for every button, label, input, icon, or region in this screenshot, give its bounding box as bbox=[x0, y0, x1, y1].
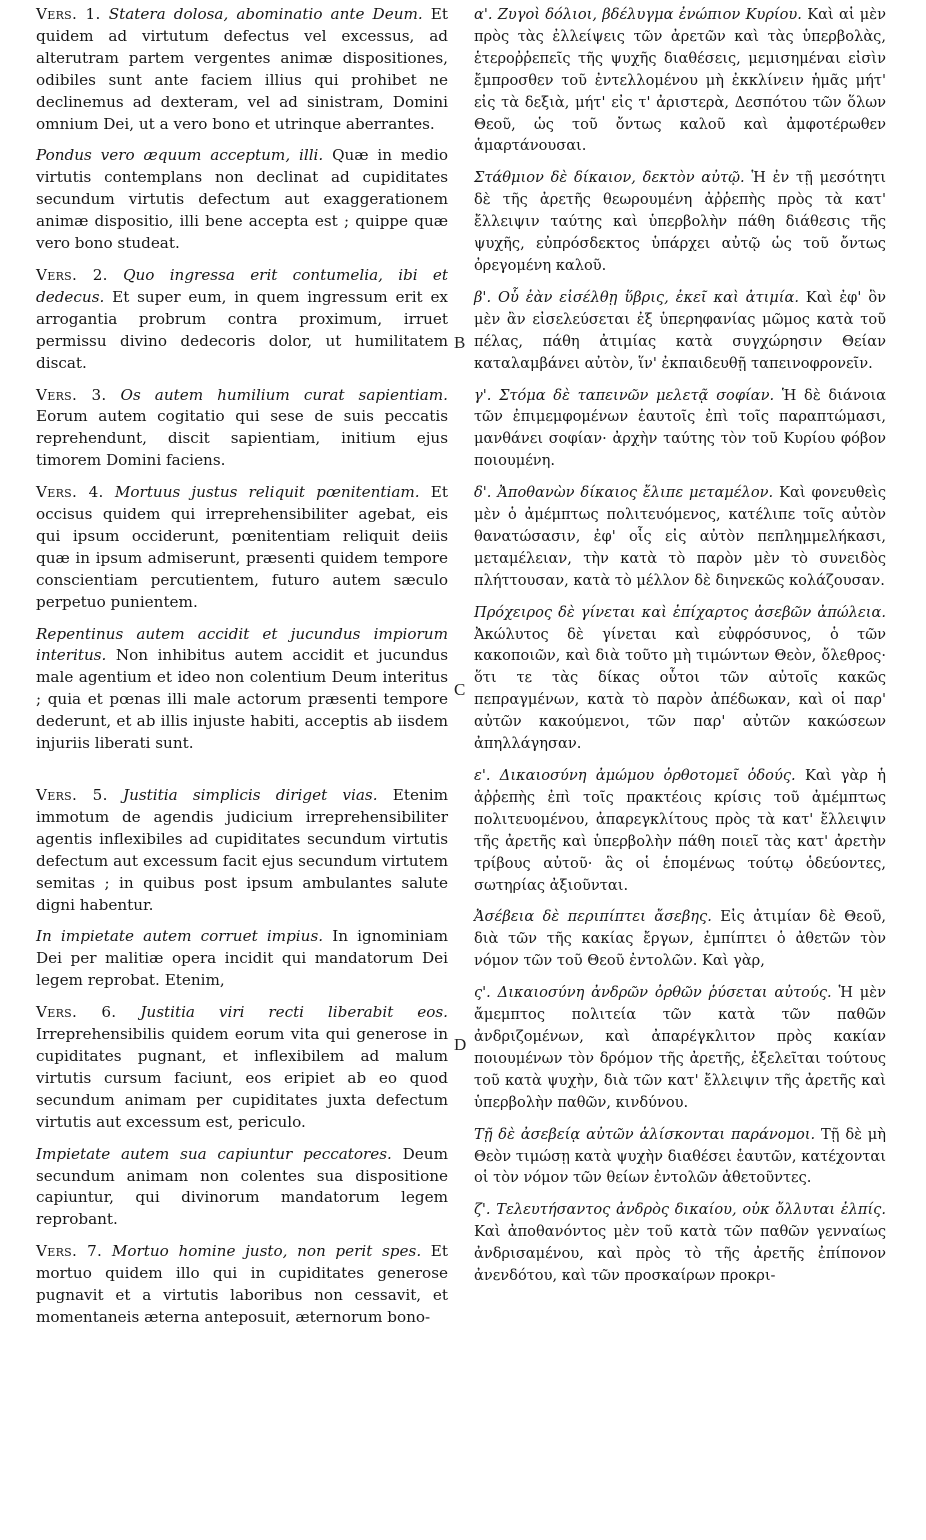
latin-column bbox=[36, 4, 448, 1339]
verse-lemma: Pondus vero æquum acceptum, illi. bbox=[36, 146, 324, 165]
commentary-text: Καὶ γὰρ ἡ ἀῤῥεπὴς ἐπὶ τοῖς πρακτέοις κρίσις τοῦ ἀμέμπτως πολιτευομένου, ἀπαρεγκλίτους πρὸς τὰ κατ' ἔλλειψιν τῆς ἀρετῆς καὶ ὑπερβολὴν πάθη ποιεῖ τὰς κατ' ἀρετὴν τρίβους αὐτοῦ· ἃς οἱ ἑπομένως τούτῳ ὁδεύοντες, σωτηρίας ἀξιοῦνται. bbox=[474, 767, 886, 894]
commentary-text: Ἀκώλυτος δὲ γίνεται καὶ εὐφρόσυνος, ὁ τῶν κακοποιῶν, καὶ διὰ τοῦτο μὴ τιμώντων Θεὸν, ὄλεθρος· ὅτι τε τὰς δίκας οὗτοι τῶν αὐτοῖς κακῶς πεπραγμένων, κατὰ τὸ παρὸν ἀπέδωκαν, καὶ οἱ παρ' αὐτῶν κακούμενοι, τῶν παρ' αὐτῶν κακώσεων ἀπηλλάγησαν. bbox=[474, 625, 886, 753]
margin-marker-b: B bbox=[454, 333, 466, 352]
latin-paragraph bbox=[36, 785, 448, 916]
latin-paragraph bbox=[36, 1144, 448, 1232]
commentary-text: Ἡ δὲ διάνοια τῶν ἐπιμεμφομένων ἑαυτοῖς ἐπὶ τοῖς παραπτώμασι, μανθάνει σοφίαν· ἀρχὴν ταύτης τὸν τοῦ Κυρίου φόβον ποιουμένη. bbox=[474, 386, 886, 470]
verse-lemma: Justitia simplicis diriget vias. bbox=[122, 786, 378, 804]
commentary-text: In ignominiam Dei per malitiæ opera incidit qui mandatorum Dei legem reprobat. Etenim, bbox=[36, 927, 448, 990]
commentary-text: Etenim immotum de agendis judicium irreprehensibiliter agentis inflexibiles ad cupiditates secundum virtutis defectum aut excessum facit ejus secundum virtutem semitas ; in quibus post ipsum ambulantes salute digni habentur. bbox=[36, 786, 448, 914]
greek-paragraph bbox=[474, 385, 886, 473]
verse-number: Vers. 5. bbox=[36, 786, 108, 804]
commentary-text: Τῇ δὲ μὴ Θεὸν τιμώσῃ κατὰ ψυχὴν διαθέσει ἑαυτῶν, κατέχονται οἱ τὸν νόμον τῶν θείων ἐντολῶν ἀθετοῦντες. bbox=[474, 1125, 886, 1187]
verse-lemma: In impietate autem corruet impius. bbox=[36, 927, 324, 946]
verse-number: Vers. 6. bbox=[36, 1003, 117, 1022]
verse-lemma: Πρόχειρος δὲ γίνεται καὶ ἐπίχαρτος ἀσεβῶν ἀπώλεια. bbox=[474, 603, 886, 621]
verse-lemma: Quo ingressa erit contumelia, ibi et dedecus. bbox=[36, 265, 448, 306]
commentary-text: Et quidem ad virtutum defectus vel excessus, ad alterutram partem vergentes animæ dispositiones, odibiles sunt ante faciem illius qui prohibet ne declinemus ad dexteram, vel ad sinistram, Domini omnium Dei, ut a vero bono et utrinque aberrantes. bbox=[36, 5, 448, 133]
verse-number: Vers. 7. bbox=[36, 1242, 103, 1261]
commentary-text: Deum secundum animam non colentes sua dispositione capiuntur, qui divinorum mandatorum legem reprobant. bbox=[36, 1144, 448, 1229]
verse-number: Vers. 3. bbox=[36, 385, 107, 404]
greek-paragraph bbox=[474, 1199, 886, 1287]
verse-lemma: Ἀσέβεια δὲ περιπίπτει ἄσεβης. bbox=[474, 908, 712, 926]
verse-lemma: ε'. Δικαιοσύνη ἀμώμου ὀρθοτομεῖ ὁδούς. bbox=[474, 767, 796, 784]
greek-paragraph bbox=[474, 287, 886, 375]
greek-paragraph bbox=[474, 1124, 886, 1190]
commentary-text: Καὶ αἱ μὲν πρὸς τὰς ἐλλείψεις τῶν ἀρετῶν καὶ τὰς ὑπερβολὰς, ἑτεροῤῥεπεῖς τῆς ψυχῆς διαθέσεις, μεμισημέναι εἰσὶν ἔμπροσθεν τοῦ ἐντελλομένου μὴ ἐκκλίνειν ἡμᾶς μήτ' εἰς τὰ δεξιὰ, μήτ' εἰς τ' ἀριστερὰ, Δεσπότου τῶν ὅλων Θεοῦ, ὡς τοῦ ὄντως καλοῦ καὶ ἀμφοτέρωθεν ἁμαρτάνουσαι. bbox=[474, 6, 886, 155]
commentary-text: Eorum autem cogitatio qui sese de suis peccatis reprehendunt, discit sapientiam, initium ejus timorem Domini faciens. bbox=[36, 407, 448, 470]
verse-lemma: Mortuus justus reliquit pœnitentiam. bbox=[114, 483, 420, 502]
commentary-text: Εἰς ἀτιμίαν δὲ Θεοῦ, διὰ τῶν τῆς κακίας ἔργων, ἐμπίπτει ὁ ἀθετῶν τὸν νόμον τῶν τοῦ Θεοῦ ἐντολῶν. Καὶ γὰρ, bbox=[474, 908, 886, 970]
margin-marker-d: D bbox=[454, 1035, 467, 1054]
commentary-text: Καὶ φονευθεὶς μὲν ὁ ἀμέμπτως πολιτευόμενος, κατέλιπε τοῖς αὐτὸν θανατώσασιν, ἐφ' οἷς εἰς αὐτὸν πεπλημμελήκασι, μεταμέλειαν, τὴν κατὰ τὸ παρὸν μὲν τὸ συνειδὸς πλήττουσαν, κατὰ τὸ μέλλον δὲ διηνεκῶς κολάζουσαν. bbox=[474, 484, 886, 589]
verse-lemma: ζ'. Τελευτήσαντος ἀνδρὸς δικαίου, οὐκ ὄλλυται ἐλπίς. bbox=[474, 1201, 886, 1219]
greek-paragraph bbox=[474, 602, 886, 755]
greek-paragraph bbox=[474, 765, 886, 896]
greek-paragraph bbox=[474, 982, 886, 1113]
latin-paragraph bbox=[36, 4, 448, 135]
latin-paragraph bbox=[36, 265, 448, 375]
latin-paragraph bbox=[36, 624, 448, 755]
latin-paragraph bbox=[36, 482, 448, 613]
greek-paragraph bbox=[474, 482, 886, 592]
verse-number: Vers. 4. bbox=[36, 483, 104, 502]
latin-paragraph bbox=[36, 926, 448, 992]
verse-lemma: Justitia viri recti liberabit eos. bbox=[140, 1003, 448, 1022]
verse-lemma: Repentinus autem accidit et jucundus impiorum interitus. bbox=[36, 624, 448, 665]
commentary-text: Ἡ μὲν ἄμεμπτος πολιτεία τῶν κατὰ τῶν παθῶν ἀνδριζομένων, καὶ ἀπαρέγκλιτον πρὸς κακίαν ποιουμένων τὸν δρόμον τῆς ἀρετῆς, ἐξελεῖται τούτους τοῦ κατὰ ψυχὴν, διὰ τῶν κατ' ἔλλειψιν τῆς ἀρετῆς καὶ ὑπερβολὴν παθῶν, κινδύνου. bbox=[474, 984, 886, 1111]
margin-marker-c: C bbox=[454, 680, 466, 699]
commentary-text: Et mortuo quidem illo qui in cupiditates generose pugnavit et a virtutis laboribus non cessavit, et momentaneis æterna anteposuit, æternorum bono- bbox=[36, 1242, 448, 1326]
greek-paragraph bbox=[474, 4, 886, 157]
commentary-text: Non inhibitus autem accidit et jucundus male agentium et ideo non colentium Deum interitus ; quia et pœnas illi male actorum præsenti tempore dederunt, et ab illis injuste habiti, acceptis ab iisdem injuriis liberati sunt. bbox=[36, 646, 448, 753]
commentary-text: Quæ in medio virtutis contemplans non declinat ad cupiditates secundum virtutis defectum aut exaggerationem animæ dispositio, illi bene accepta est ; quippe quæ vero bono studeat. bbox=[36, 146, 448, 253]
latin-paragraph bbox=[36, 385, 448, 473]
verse-lemma: α'. Ζυγοὶ δόλιοι, βδέλυγμα ἐνώπιον Κυρίου. bbox=[474, 6, 802, 23]
verse-lemma: Mortuo homine justo, non perit spes. bbox=[111, 1242, 422, 1261]
verse-number: Vers. 1. bbox=[36, 5, 101, 23]
latin-paragraph bbox=[36, 145, 448, 255]
commentary-text: Καὶ ἐφ' ὃν μὲν ἂν εἰσελεύσεται ἐξ ὑπερηφανίας μῶμος κατὰ τοῦ πέλας, πάθη ἀτιμίας κατὰ συγχώρησιν Θείαν καταλαμβάνει αὐτὸν, ἵν' ἐκπαιδευθῇ ταπεινοφρονεῖν. bbox=[474, 288, 886, 372]
verse-lemma: Στάθμιον δὲ δίκαιον, δεκτὸν αὐτῷ. bbox=[474, 169, 745, 187]
verse-lemma: Statera dolosa, abominatio ante Deum. bbox=[108, 5, 423, 23]
latin-paragraph bbox=[36, 1002, 448, 1133]
greek-paragraph bbox=[474, 906, 886, 972]
verse-number: Vers. 2. bbox=[36, 265, 108, 284]
commentary-text: Irreprehensibilis quidem eorum vita qui generose in cupiditates pugnant, et inflexibilem ad malum virtutis cursum faciunt, eos eripiet ab eo quod secundum animam per cupiditates juxta defectum virtutis aut excessum est, periculo. bbox=[36, 1025, 448, 1131]
verse-lemma: Os autem humilium curat sapientiam. bbox=[120, 385, 448, 404]
commentary-text: Ἡ ἐν τῇ μεσότητι δὲ τῆς ἀρετῆς θεωρουμένη ἀῤῥεπὴς πρὸς τὰ κατ' ἔλλειψιν ταύτης καὶ ὑπερβολὴν πάθη διάθεσις τῆς ψυχῆς, εὐπρόσδεκτος ὑπάρχει αὐτῷ ὡς τοῦ ὄντως ὀρεγομένη καλοῦ. bbox=[474, 169, 886, 274]
greek-column bbox=[474, 4, 886, 1297]
verse-lemma: γ'. Στόμα δὲ ταπεινῶν μελετᾷ σοφίαν. bbox=[474, 386, 775, 404]
commentary-text: Et super eum, in quem ingressum erit ex arrogantia probrum contra proximum, irruet permissu divino dedecoris dolor, ut humilitatem discat. bbox=[36, 287, 448, 372]
verse-lemma: δ'. Ἀποθανὼν δίκαιος ἔλιπε μεταμέλον. bbox=[474, 484, 774, 502]
verse-lemma: Τῇ δὲ ἀσεβείᾳ αὐτῶν ἁλίσκονται παράνομοι. bbox=[474, 1125, 816, 1143]
verse-lemma: ς'. Δικαιοσύνη ἀνδρῶν ὀρθῶν ῥύσεται αὐτούς. bbox=[474, 984, 832, 1002]
verse-lemma: β'. Οὗ ἐὰν εἰσέλθῃ ὕβρις, ἐκεῖ καὶ ἀτιμία. bbox=[474, 288, 799, 306]
commentary-text: Καὶ ἀποθανόντος μὲν τοῦ κατὰ τῶν παθῶν γενναίως ἀνδρισαμένου, καὶ πρὸς τὸ τῆς ἀρετῆς ἐπίπονον ἀνενδότου, καὶ τῶν πρoσκαίρων προκρι- bbox=[474, 1223, 886, 1285]
latin-paragraph bbox=[36, 1241, 448, 1329]
greek-paragraph bbox=[474, 167, 886, 277]
verse-lemma: Impietate autem sua capiuntur peccatores. bbox=[36, 1144, 392, 1163]
commentary-text: Et occisus quidem qui irreprehensibiliter agebat, eis qui ipsum occiderunt, pœnitentiam reliquit deiis quæ in ipsum admiserunt, præsenti quidem tempore conscientiam percutientem, futuro autem sæculo perpetuo punientem. bbox=[36, 483, 448, 611]
